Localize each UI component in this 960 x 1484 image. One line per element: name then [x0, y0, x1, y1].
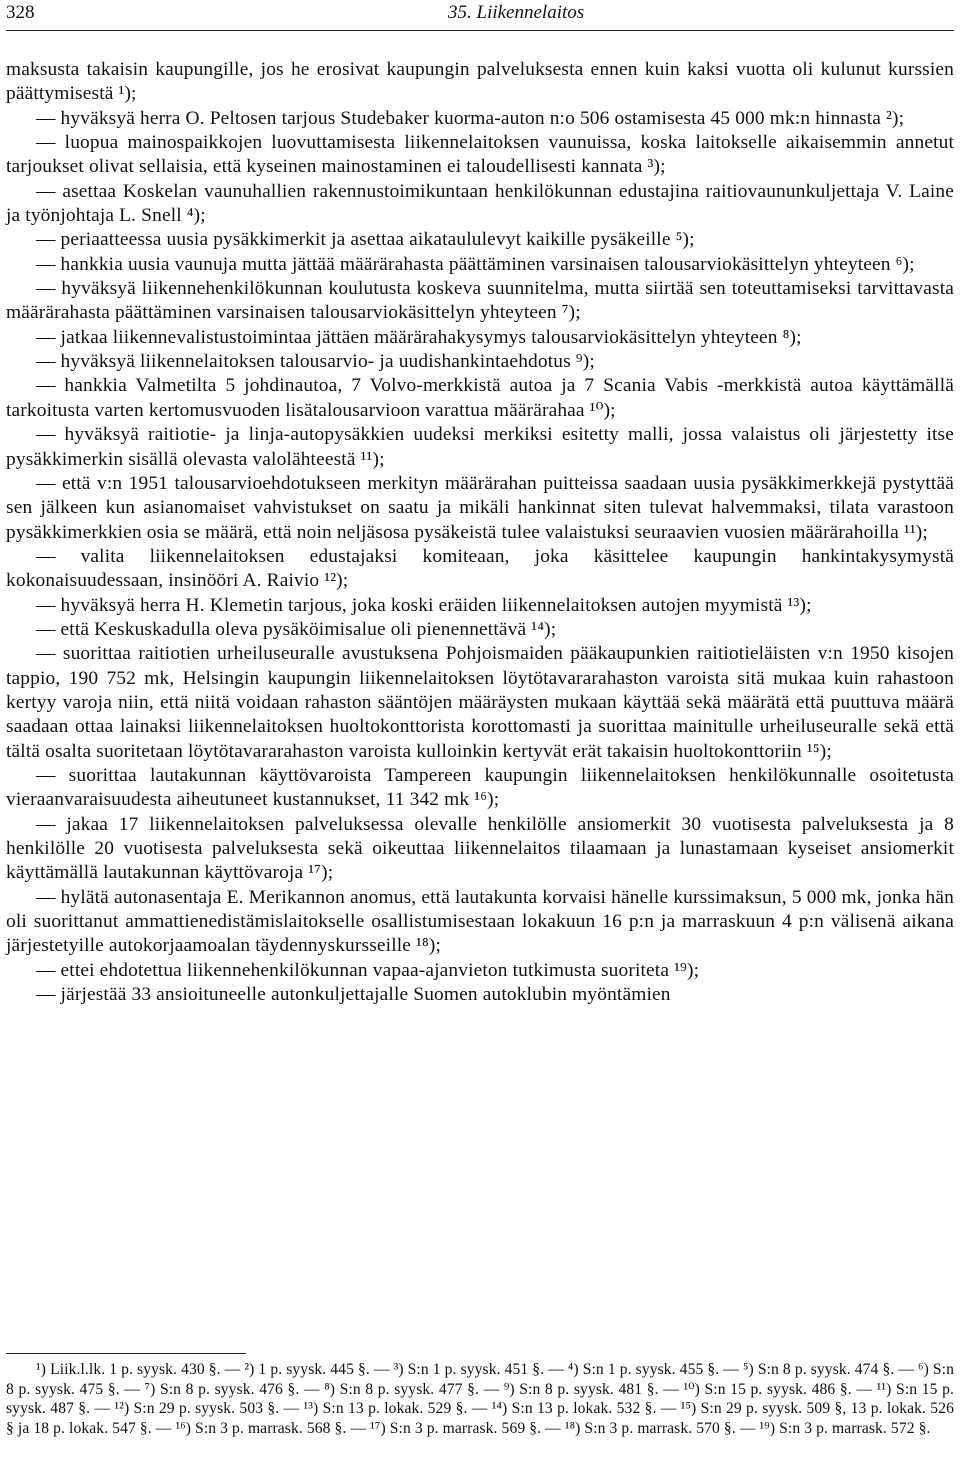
- paragraph: maksusta takaisin kaupungille, jos he erosivat kaupungin palveluksesta ennen kuin kaksi vuotta oli kulunut kurssien päättymisestä ¹);: [6, 59, 954, 105]
- paragraph: — hyväksyä raitiotie- ja linja-autopysäkkien uudeksi merkiksi esitetty malli, jossa valaistus oli järjestetty itse pysäkkimerkin sisällä olevasta valolähteestä ¹¹);: [6, 424, 954, 470]
- running-head: 35. Liikennelaitos: [448, 2, 585, 23]
- paragraph: — hankkia uusia vaunuja mutta jättää määrärahasta päättäminen varsinaisen talousarviokäsittelyn yhteyteen ⁶);: [36, 253, 915, 275]
- footnotes: [6, 1360, 954, 1438]
- footnote-text: ¹) Liik.l.lk. 1 p. syysk. 430 §. — ²) 1 p. syysk. 445 §. — ³) S:n 1 p. syysk. 451 §. — ⁴) S:n 1 p. syysk. 455 §. — ⁵) S:n 8 p. syysk. 474 §. — ⁶) S:n 8 p. syysk. 475 §. — ⁷) S:n 8 p. syysk. 476 §. — ⁸) S:n 8 p. syysk. 477 §. — ⁹) S:n 8 p. syysk. 481 §. — ¹⁰) S:n 15 p. syysk. 486 §. — ¹¹) S:n 15 p. syysk. 487 §. — ¹²) S:n 29 p. syysk. 503 §. — ¹³) S:n 13 p. lokak. 529 §. — ¹⁴) S:n 13 p. lokak. 532 §. — ¹⁵) S:n 29 p. syysk. 509 §, 13 p. lokak. 526 § ja 18 p. lokak. 547 §. — ¹⁶) S:n 3 p. marrask. 568 §. — ¹⁷) S:n 3 p. marrask. 569 §. — ¹⁸) S:n 3 p. marrask. 570 §. — ¹⁹) S:n 3 p. marrask. 572 §.: [6, 1361, 954, 1437]
- paragraph: — että v:n 1951 talousarvioehdotukseen merkityn määrärahan puitteissa saadaan uusia pysäkkimerkkejä pystyttää sen jälkeen kun asianomaiset vahvistukset on saatu ja mikäli hankinnat siten tulevat halvemmaksi, tilata varastoon pysäkkimerkkien osia se määrä, että noin neljäsosa pysäkeistä tulee valaistuksi seuraavien vuosien määrärahoilla ¹¹);: [6, 472, 954, 543]
- page-header: [6, 0, 954, 30]
- paragraph: — hankkia Valmetilta 5 johdinautoa, 7 Volvo-merkkistä autoa ja 7 Scania Vabis -merkkistä autoa käyttämällä tarkoitusta varten kertomusvuoden lisätalousarvioon varattua määrärahaa ¹⁰);: [6, 375, 954, 421]
- paragraph: — hyväksyä herra H. Klemetin tarjous, joka koski eräiden liikennelaitoksen autojen myymistä ¹³);: [36, 594, 812, 616]
- paragraph: — hyväksyä liikennelaitoksen talousarvio- ja uudishankintaehdotus ⁹);: [36, 351, 595, 373]
- paragraph: — jatkaa liikennevalistustoimintaa jättäen määrärahakysymys talousarviokäsittelyn yhteyteen ⁸);: [36, 326, 802, 348]
- header-rule: [6, 30, 954, 31]
- paragraph: — valita liikennelaitoksen edustajaksi komiteaan, joka käsittelee kaupungin hankintakysymystä kokonaisuudessaan, insinööri A. Raivio ¹²);: [6, 545, 954, 592]
- paragraph: — hyväksyä herra O. Peltosen tarjous Studebaker kuorma-auton n:o 506 ostamisesta 45 000 mk:n hinnasta ²);: [36, 107, 905, 129]
- paragraph: — luopua mainospaikkojen luovuttamisesta liikennelaitoksen vaunuissa, koska laitokselle aikaisemmin annetut tarjoukset olivat sellaisia, että kyseinen mainostaminen ei taloudellisesti kannata ³);: [6, 132, 954, 178]
- paragraph: — jakaa 17 liikennelaitoksen palveluksessa olevalle henkilölle ansiomerkit 30 vuotisesta palveluksesta ja 8 henkilölle 20 vuotisesta palveluksesta sekä oikeuttaa liikennelaitos tilaamaan ja lunastamaan kyseiset ansiomerkit käyttämällä lautakunnan käyttövaroja ¹⁷);: [6, 813, 954, 884]
- paragraph: — järjestää 33 ansioituneelle autonkuljettajalle Suomen autoklubin myöntämien: [36, 984, 671, 1006]
- paragraph: — ettei ehdotettua liikennehenkilökunnan vapaa-ajanvieton tutkimusta suoriteta ¹⁹);: [36, 959, 700, 981]
- footnote-rule: [6, 1353, 246, 1354]
- paragraph: — suorittaa lautakunnan käyttövaroista Tampereen kaupungin liikennelaitoksen henkilökunnalle osoitetusta vieraanvaraisuudesta aiheutuneet kustannukset, 11 342 mk ¹⁶);: [6, 764, 954, 811]
- body-text: [6, 58, 954, 1007]
- paragraph: — periaatteessa uusia pysäkkimerkit ja asettaa aikataululevyt kaikille pysäkeille ⁵);: [36, 229, 695, 251]
- paragraph: — asettaa Koskelan vaunuhallien rakennustoimikuntaan henkilökunnan edustajina raitiovaununkuljettaja V. Laine ja työnjohtaja L. Snell ⁴);: [6, 180, 954, 227]
- paragraph: — suorittaa raitiotien urheiluseuralle avustuksena Pohjoismaiden pääkaupunkien raitiotieläisten v:n 1950 kisojen tappio, 190 752 mk, Helsingin kaupungin liikennelaitoksen löytötavararahaston varoista sitä mukaa kuin rahastoon kertyy varoja niin, että niitä voidaan rahaston sääntöjen määräysten mukaan käyttää sekä määrätä että puuttuva määrä saadaan ottaa lainaksi liikennelaitoksen huoltokonttorista korottomasti ja suorittaa mainitulle urheiluseuralle sekä että tältä osalta suoritetaan löytötavararahaston varoista kulloinkin kertyvät erät takaisin huoltokonttoriin ¹⁵);: [6, 643, 954, 762]
- paragraph: — hylätä autonasentaja E. Merikannon anomus, että lautakunta korvaisi hänelle kurssimaksun, 5 000 mk, jonka hän oli suorittanut ammattienedistämislaitokselle osallistumisestaan lokakuun 16 p:n ja marraskuun 4 p:n välisenä aikana järjestetyille autokorjaamoalan täydennyskursseille ¹⁸);: [6, 886, 954, 957]
- page-number: 328: [6, 2, 35, 23]
- paragraph: — että Keskuskadulla oleva pysäköimisalue oli pienennettävä ¹⁴);: [36, 618, 557, 640]
- paragraph: — hyväksyä liikennehenkilökunnan koulutusta koskeva suunnitelma, mutta siirtää sen toteuttamiseksi tarvittavasta määrärahasta päättäminen varsinaisen talousarviokäsittelyn yhteyteen ⁷);: [6, 278, 954, 324]
